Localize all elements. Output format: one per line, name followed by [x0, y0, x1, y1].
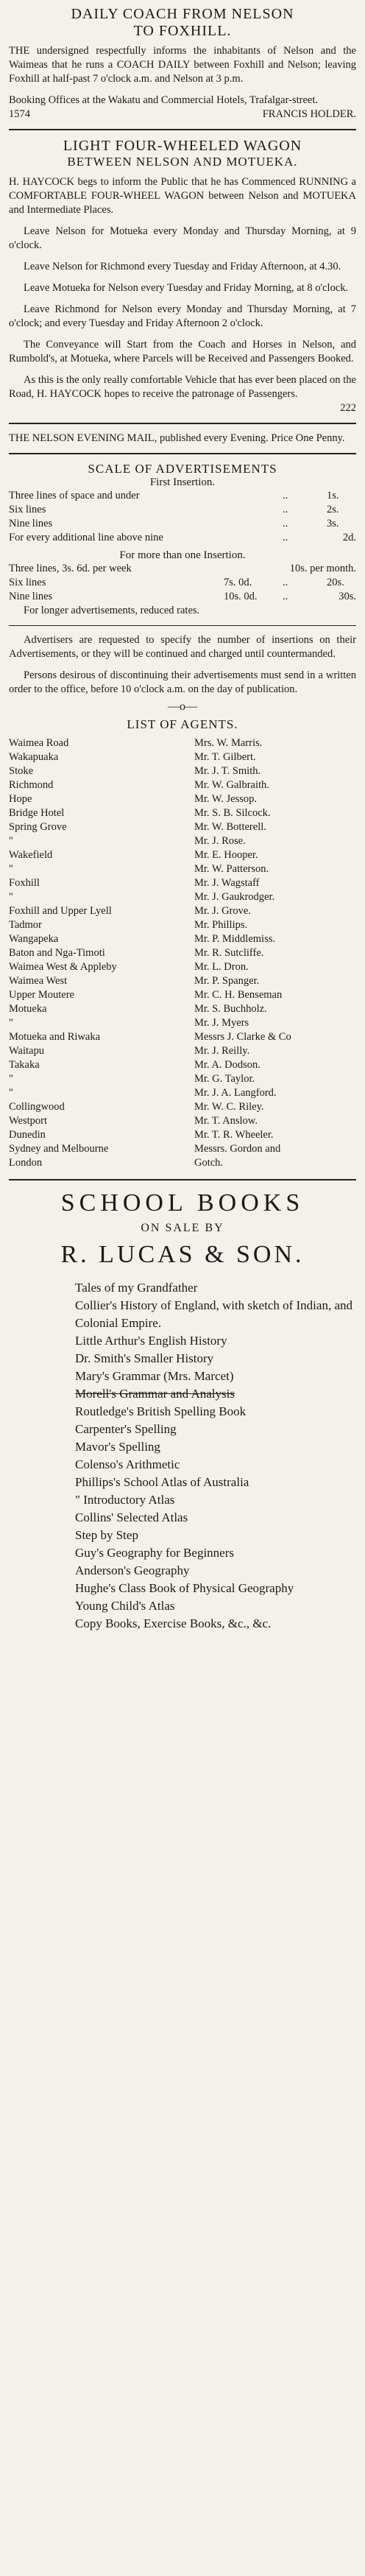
mail-text: THE NELSON EVENING MAIL, published every Evening. Price One Penny. [9, 432, 345, 444]
rate-dots: .. [283, 504, 288, 515]
agent-place: Wangapeka [9, 933, 59, 945]
more-insertion-heading: For more than one Insertion. [119, 549, 246, 561]
agent-name: Mr. C. H. Benseman [194, 989, 283, 1001]
book-list [75, 1279, 356, 1633]
agent-name: Mr. J. Wagstaff [194, 877, 260, 889]
book-item: Tales of my Grandfather [75, 1281, 198, 1295]
coach-title: DAILY COACH FROM NELSON [71, 6, 294, 22]
advertiser-note: Advertisers are requested to specify the number of insertions on their Advertisements, or they will be continued and charged until countermanded. [9, 634, 356, 660]
agent-name: Mr. T. R. Wheeler. [194, 1129, 274, 1141]
wagon-conveyance: The Conveyance will Start from the Coach and Horses in Nelson, and Rumbold's, at Motueka, where Parcels will be Received and Passengers Booked. [9, 339, 356, 365]
agent-name: Messrs J. Clarke & Co [194, 1031, 291, 1043]
more-rate-label: Nine lines [9, 591, 53, 602]
agent-place: Hope [9, 793, 32, 805]
book-item: Young Child's Atlas [75, 1599, 175, 1613]
rate-price: 2d. [342, 532, 356, 543]
agent-place: Bridge Hotel [9, 807, 65, 819]
more-rate-row [9, 562, 356, 576]
wagon-time-item: Leave Motueka for Nelson every Tuesday and Friday Morning, at 8 o'clock. [24, 282, 349, 294]
school-title: SCHOOL BOOKS [60, 1189, 305, 1217]
book-item: Hughe's Class Book of Physical Geography [75, 1581, 294, 1595]
rate-dots: .. [283, 518, 288, 529]
agent-name: Mr. T. Anslow. [194, 1115, 258, 1127]
coach-body: THE undersigned respectfully informs the inhabitants of Nelson and the Waimeas that he runs a COACH DAILY between Foxhill and Nelson; leaving Foxhill at half-past 7 o'clock a.m. and Nelson at 3 p.m. [9, 45, 356, 85]
discontinue-note: Persons desirous of discontinuing their advertisements must send in a written order to the office, before 10 o'clock a.m. on the day of publication. [9, 669, 356, 695]
agent-place: Waimea Road [9, 737, 69, 749]
agent-place: Spring Grove [9, 821, 67, 833]
wagon-times [9, 225, 356, 331]
wagon-number: 222 [340, 402, 356, 414]
agent-name: Mr. A. Dodson. [194, 1059, 261, 1071]
agent-place: Waitapu [9, 1045, 44, 1057]
agent-place: Richmond [9, 779, 54, 791]
agent-place: Foxhill and Upper Lyell [9, 905, 112, 917]
agent-place: Wakefield [9, 849, 53, 861]
book-item: Dr. Smith's Smaller History [75, 1351, 214, 1365]
agent-place: Baton and Nga-Timoti [9, 947, 105, 959]
agent-place: Upper Moutere [9, 989, 74, 1001]
agent-name: Mr. G. Taylor. [194, 1073, 255, 1085]
agent-place: Westport [9, 1115, 47, 1127]
agent-name: Mr. J. T. Smith. [194, 765, 261, 777]
agent-place: " [9, 1087, 13, 1099]
mail-notice [9, 432, 356, 446]
book-item: Routledge's British Spelling Book [75, 1404, 247, 1418]
agent-place: Waimea West & Appleby [9, 961, 117, 973]
agent-name: Mr. J. A. Langford. [194, 1087, 277, 1099]
divider [9, 129, 356, 130]
agent-place: Takaka [9, 1059, 40, 1071]
book-item: Collier's History of England, with sketch of Indian, and Colonial Empire. [75, 1298, 352, 1330]
agent-place: " [9, 1073, 13, 1085]
book-item: Anderson's Geography [75, 1563, 190, 1577]
wagon-subtitle: BETWEEN NELSON AND MOTUEKA. [67, 155, 298, 169]
book-item: Morell's Grammar and Analysis [75, 1387, 235, 1401]
agent-place: Foxhill [9, 877, 40, 889]
rate-label: For every additional line above nine [9, 532, 163, 543]
more-rate-label: Six lines [9, 577, 46, 588]
wagon-closing: As this is the only really comfortable Vehicle that has ever been placed on the Road, H. HAYCOCK hopes to receive the patronage of Passengers. [9, 374, 356, 400]
agent-name: Mr. T. Gilbert. [194, 751, 256, 763]
agent-place: " [9, 863, 13, 875]
book-item: Little Arthur's English History [75, 1334, 227, 1348]
book-item: Colenso's Arithmetic [75, 1457, 180, 1471]
divider [9, 423, 356, 424]
agent-name: Messrs. Gordon and [194, 1143, 281, 1155]
agent-name: Mr. P. Middlemiss. [194, 933, 275, 945]
agent-name: Mr. W. Botterell. [194, 821, 266, 833]
agent-name: Mr. E. Hooper. [194, 849, 258, 861]
newspaper-page [9, 0, 356, 1633]
agent-name: Mr. L. Dron. [194, 961, 249, 973]
agent-name: Mr. W. Galbraith. [194, 779, 269, 791]
agent-name: Mr. J. Gaukrodger. [194, 891, 275, 903]
agent-place: " [9, 835, 13, 847]
seller-name: R. LUCAS & SON. [60, 1241, 305, 1268]
agent-name: Mr. W. Jessop. [194, 793, 258, 805]
agents-section [9, 717, 356, 1170]
book-item: Mary's Grammar (Mrs. Marcet) [75, 1369, 234, 1383]
agent-name: Mr. W. Patterson. [194, 863, 269, 875]
school-books-advert [9, 1189, 356, 1633]
rate-price: 3s. [327, 518, 339, 529]
first-insertion-table [9, 489, 356, 545]
ornament-divider: —o— [168, 700, 197, 713]
agent-place: " [9, 891, 13, 903]
rate-label: Nine lines [9, 518, 53, 529]
coach-number: 1574 [9, 108, 30, 120]
agent-name: Gotch. [194, 1157, 224, 1169]
book-item: Phillips's School Atlas of Australia [75, 1475, 249, 1489]
scale-title: SCALE OF ADVERTISEMENTS [88, 462, 277, 476]
agent-place: Stoke [9, 765, 34, 777]
divider [9, 453, 356, 454]
agent-name: Mr. R. Sutcliffe. [194, 947, 264, 959]
scale-section [9, 462, 356, 713]
agents-title: LIST OF AGENTS. [127, 717, 238, 731]
coach-booking: Booking Offices at the Wakatu and Commercial Hotels, Trafalgar-street. [9, 94, 319, 106]
wagon-time-item: Leave Nelson for Richmond every Tuesday and Friday Afternoon, at 4.30. [24, 261, 341, 272]
coach-subtitle: TO FOXHILL. [133, 23, 232, 39]
rate-dots: .. [283, 577, 288, 588]
agent-name: Mr. J. Myers [194, 1017, 249, 1029]
more-rate-label: Three lines, 3s. 6d. per week [9, 563, 132, 574]
agent-name: Mr. W. C. Riley. [194, 1101, 264, 1113]
more-rate-mid: 10s. 0d. [224, 591, 258, 602]
wagon-advert [9, 138, 356, 415]
agent-place: Tadmor [9, 919, 42, 931]
more-rate-table [9, 576, 356, 604]
agent-place: Waimea West [9, 975, 68, 987]
agent-name: Mr. S. Buchholz. [194, 1003, 267, 1015]
wagon-intro: H. HAYCOCK begs to inform the Public that he has Commenced RUNNING a COMFORTABLE FOUR-WHEEL WAGON between Nelson and MOTUEKA and Intermediate Places. [9, 176, 356, 216]
agent-name: Mr. J. Reilly. [194, 1045, 250, 1057]
agent-place: Dunedin [9, 1129, 46, 1141]
rate-price: 2s. [327, 504, 339, 515]
divider [9, 1179, 356, 1180]
agent-name: Mr. P. Spanger. [194, 975, 260, 987]
agent-name: Mrs. W. Marris. [194, 737, 263, 749]
on-sale-by: ON SALE BY [141, 1222, 224, 1234]
agent-place: Collingwood [9, 1101, 65, 1113]
longer-note: For longer advertisements, reduced rates. [24, 605, 200, 616]
rate-label: Six lines [9, 504, 46, 515]
coach-advert [9, 6, 356, 122]
wagon-footer [9, 401, 356, 415]
agents-list [9, 736, 356, 1170]
rate-price: 1s. [327, 490, 339, 502]
book-item: Copy Books, Exercise Books, &c., &c. [75, 1616, 272, 1630]
agent-place: Motueka and Riwaka [9, 1031, 101, 1043]
coach-footer [9, 108, 356, 122]
wagon-time-item: Leave Nelson for Motueka every Monday and Thursday Morning, at 9 o'clock. [9, 225, 356, 251]
book-item: Guy's Geography for Beginners [75, 1546, 234, 1560]
agent-name: Mr. S. B. Silcock. [194, 807, 271, 819]
wagon-title: LIGHT FOUR-WHEELED WAGON [63, 138, 302, 154]
book-item: Collins' Selected Atlas [75, 1510, 188, 1524]
rate-dots: .. [283, 490, 288, 502]
book-item: Carpenter's Spelling [75, 1422, 177, 1436]
agent-place: London [9, 1157, 43, 1169]
rate-label: Three lines of space and under [9, 490, 140, 502]
book-item: " Introductory Atlas [75, 1493, 175, 1507]
coach-signature: FRANCIS HOLDER. [262, 108, 356, 120]
agent-name: Mr. J. Rose. [194, 835, 246, 847]
rate-dots: .. [283, 532, 288, 543]
more-rate-price: 20s. [327, 577, 344, 588]
agent-place: Motueka [9, 1003, 47, 1015]
more-rate-price: 30s. [339, 591, 356, 602]
more-rate-mid: 7s. 0d. [224, 577, 252, 588]
wagon-time-item: Leave Richmond for Nelson every Monday and Thursday Morning, at 7 o'clock; and every Tuesday and Friday Afternoon 2 o'clock. [9, 303, 356, 329]
divider [9, 625, 356, 626]
agent-place: " [9, 1017, 13, 1029]
agent-place: Sydney and Melbourne [9, 1143, 109, 1155]
agent-name: Mr. Phillips. [194, 919, 248, 931]
more-rate-price: 10s. per month. [289, 563, 356, 574]
book-item: Mavor's Spelling [75, 1440, 160, 1454]
first-insertion-heading: First Insertion. [149, 476, 216, 488]
agent-place: Wakapuaka [9, 751, 59, 763]
agent-name: Mr. J. Grove. [194, 905, 251, 917]
rate-dots: .. [283, 591, 288, 602]
book-item: Step by Step [75, 1528, 138, 1542]
